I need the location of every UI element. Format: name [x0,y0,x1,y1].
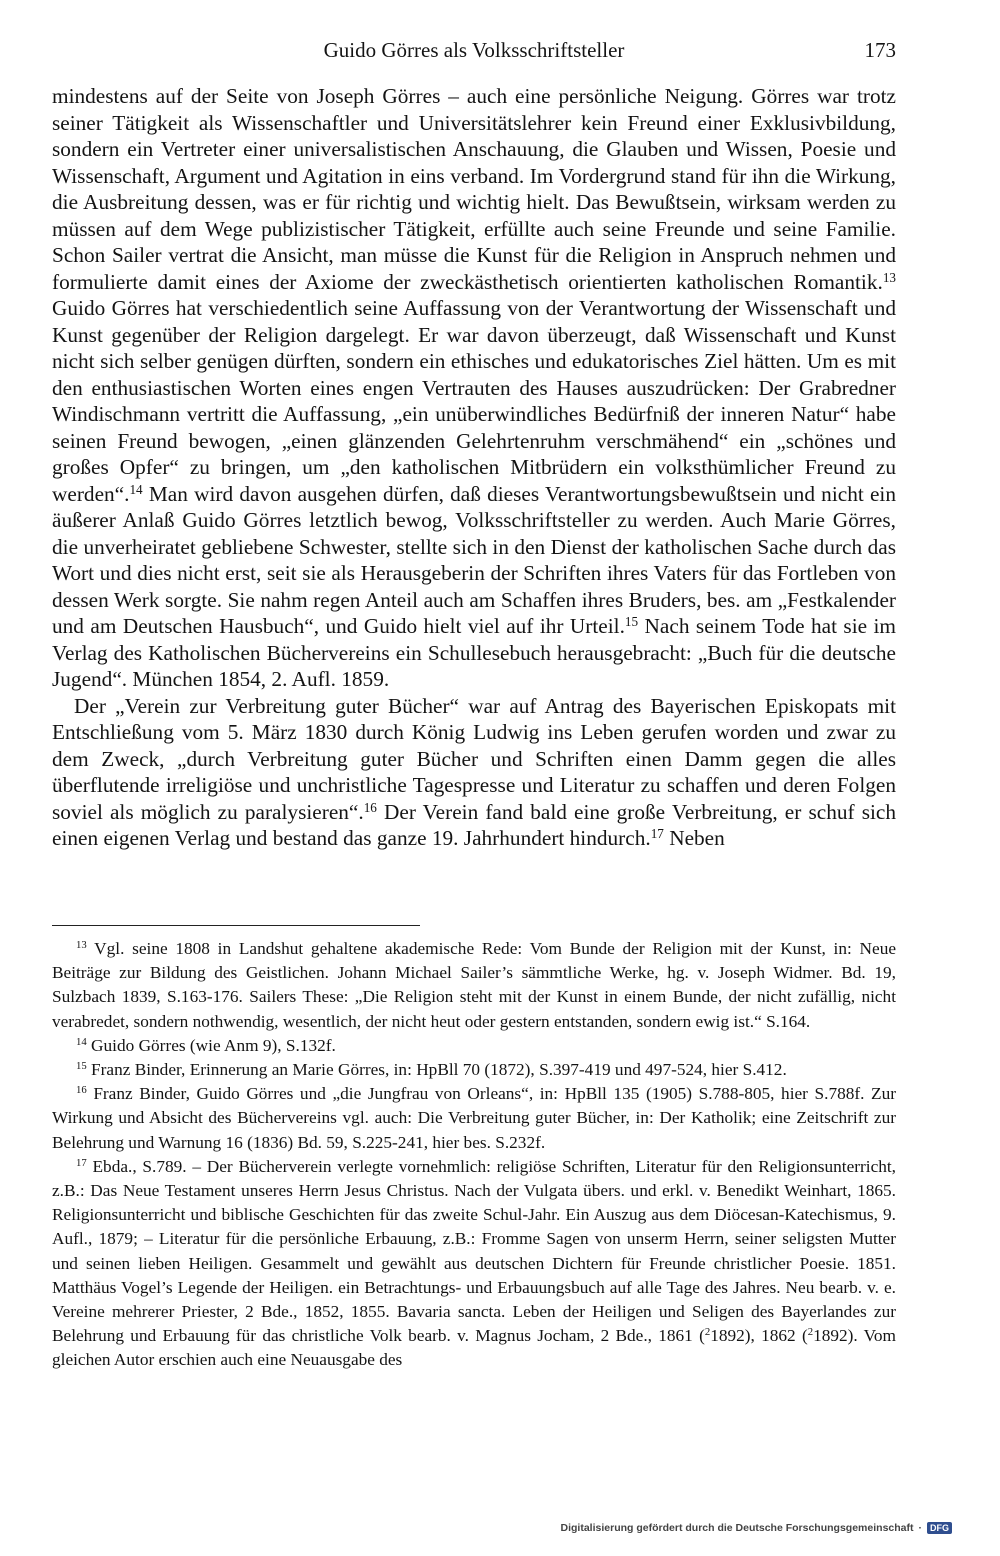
text-run: Der „Verein zur Verbreitung guter Bücher“ war auf Antrag des Bayerischen Episkopats mit Entschließung vom 5. März 1830 durch König Ludwig ins Leben gerufen worden und zwar zu dem Zweck, „durch Verbreitung guter Bücher und Schriften einen Damm gegen die alles überflutende irreligiöse und unchristliche Tagespresse und Literatur zu schaffen und deren Folgen soviel als möglich zu paralysieren“. [52,693,896,824]
text-run: Der Verein fand bald eine große Verbreitung, er schuf sich einen eigenen Verlag und bestand das ganze 19. Jahrhundert hindurch. [52,799,897,850]
page-number: 173 [864,38,896,62]
footnote-ref-15: 15 [624,613,639,629]
footnote-ref-17: 17 [650,825,664,841]
footnote-13 [52,937,896,1034]
text-run: Man wird davon ausgehen dürfen, daß dieses Verantwortungsbewußtsein und nicht ein äußerer Anlaß Guido Görres letztlich bewog, Volksschriftsteller zu werden. Auch Marie Görres, die unverheiratet gebliebene Schwester, stellte sich in den Dienst der katholischen Sache durch das Wort und dies nicht erst, seit sie als Herausgeberin der Schriften ihres Vaters für das Fortleben von dessen Werk sorgte. Sie nahm regen Anteil auch am Schaffen ihres Bruders, bes. am „Festkalender und am Deutschen Hausbuch“, und Guido hielt viel auf ihr Urteil. [52,481,896,638]
footnote-number: 15 [76,1060,87,1073]
footnote-ref-16: 16 [363,799,377,815]
footnote-number: 13 [76,939,87,952]
footnote-text: 1892). Vom gleichen Autor erschien auch eine Neuausgabe des [52,1326,896,1370]
footnote-16 [52,1082,896,1155]
credit-separator: · [918,1522,922,1534]
footnote-15 [52,1058,896,1082]
footnote-text: Franz Binder, Guido Görres und „die Jungfrau von Orleans“, in: HpBll 135 (1905) S.788-805, hier S.788f. Zur Wirkung und Absicht des Büchervereins vgl. auch: Die Verbreitung guter Bücher, in: Der Katholik; eine Zeitschrift zur Belehrung und Warnung 16 (1836) Bd. 59, S.225-241, hier bes. S.232f. [52,1084,896,1152]
footnote-17 [52,1155,896,1373]
edition-superscript: 2 [807,1326,814,1339]
footnote-text: Vgl. seine 1808 in Landshut gehaltene akademische Rede: Vom Bunde der Religion mit der Kunst, in: Neue Beiträge zur Bildung des Geistlichen. Johann Michael Sailer’s sämmtliche Werke, hg. v. Joseph Widmer. Bd. 19, Sulzbach 1839, S.163-176. Sailers These: „Die Religion steht mit der Kunst in einem Bunde, der nicht zufällig, nicht verabredet, sondern nothwendig, wesentlich, der nicht heut oder gestern entstanden, sondern ewig ist.“ S.164. [52,939,896,1031]
dfg-logo: DFG [927,1522,952,1534]
footnote-number: 17 [76,1156,87,1169]
footnote-text: Ebda., S.789. – Der Bücherverein verlegte vornehmlich: religiöse Schriften, Literatur für den Religionsunterricht, z.B.: Das Neue Testament unseres Herrn Jesus Christus. Nach der Vulgata übers. und erkl. v. Benedikt Weinhart, 1865. Religionsunterricht und biblische Geschichten für das zweite Schul-Jahr. Ein Auszug aus dem Diöcesan-Katechismus, 9. Aufl., 1879; – Literatur für die persönliche Erbauung, z.B.: Fromme Sagen von unserm Herrn, seiner seligsten Mutter und seinen lieben Heiligen. Gesammelt und gewählt aus deutschen Dichtern für Freunde christlicher Poesie. 1851. Matthäus Vogel’s Legende der Heiligen. ein Betrachtungs- und Erbauungsbuch auf alle Tage des Jahres. Neu bearb. v. e. Vereine mehrerer Priester, 2 Bde., 1852, 1855. Bavaria sancta. Leben der Heiligen und Seligen des Bayerlandes zur Belehrung und Erbauung für das christliche Volk bearb. v. Magnus Jocham, 2 Bde., 1861 ( [52,1156,896,1346]
text-run: Neben [663,826,725,850]
text-run: Guido Görres hat verschiedentlich seine Auffassung von der Verantwortung der Wissenschaft und Kunst gegenüber der Religion dargelegt. Er war davon überzeugt, daß Wissenschaft und Kunst nicht sich selber genügen dürften, sondern ein ethisches und edukatorisches Ziel hätten. Um es mit den enthusiastischen Worten eines engen Vertrauten des Hauses auszudrücken: Der Grabredner Windischmann vertritt die Auffassung, „ein unüberwindliches Bedürfniß der inneren Natur“ habe seinen Freund bewogen, „einen glänzenden Gelehrtenruhm verschmähend“ ein „schönes und großes Opfer“ zu bringen, um „den katholischen Mitbrüdern ein volksthümlicher Freund zu werden“. [52,296,896,506]
paragraph-2 [52,693,896,852]
footnote-separator-rule [52,925,420,926]
edition-superscript: 2 [704,1326,711,1339]
footnote-ref-13: 13 [882,269,896,285]
credit-text: Digitalisierung gefördert durch die Deutsche Forschungsgemeinschaft [560,1522,914,1534]
footnote-text: Guido Görres (wie Anm 9), S.132f. [86,1035,336,1055]
footnote-14 [52,1034,896,1058]
running-title: Guido Görres als Volksschriftsteller [323,38,625,62]
footnote-number: 14 [76,1035,87,1048]
footnote-text: Franz Binder, Erinnerung an Marie Görres, in: HpBll 70 (1872), S.397-419 und 497-524, hier S.412. [86,1060,787,1080]
running-header [52,38,896,68]
main-text [52,83,896,852]
text-run: Nach seinem Tode hat sie im Verlag des Katholischen Büchervereins ein Schullesebuch herausgebracht: „Buch für die deutsche Jugend“. München 1854, 2. Aufl. 1859. [52,614,896,691]
footnote-number: 16 [76,1084,87,1097]
paragraph-1 [52,83,896,693]
footnotes [52,937,896,1373]
footnote-ref-14: 14 [129,481,143,497]
footnote-text: 1892), 1862 ( [710,1326,808,1346]
digitization-credit [561,1522,952,1534]
text-run: mindestens auf der Seite von Joseph Görres – auch eine persönliche Neigung. Görres war trotz seiner Tätigkeit als Wissenschaftler und Universitätslehrer kein Freund einer Exklusivbildung, sondern ein Vertreter einer universalistischen Anschauung, die Glauben und Wissen, Poesie und Wissenschaft, Argument und Agitation in eins verband. Im Vordergrund stand für ihn die Wirkung, die Ausbreitung dessen, was er für richtig und wichtig hielt. Das Bewußtsein, wirksam werden zu müssen auf dem Wege publizistischer Tätigkeit, erfüllte auch seine Freunde und seine Familie. Schon Sailer vertrat die Ansicht, man müsse die Kunst für die Religion in Anspruch nehmen und formulierte damit eines der Axiome der zweckästhetisch orientierten katholischen Romantik. [52,84,896,294]
